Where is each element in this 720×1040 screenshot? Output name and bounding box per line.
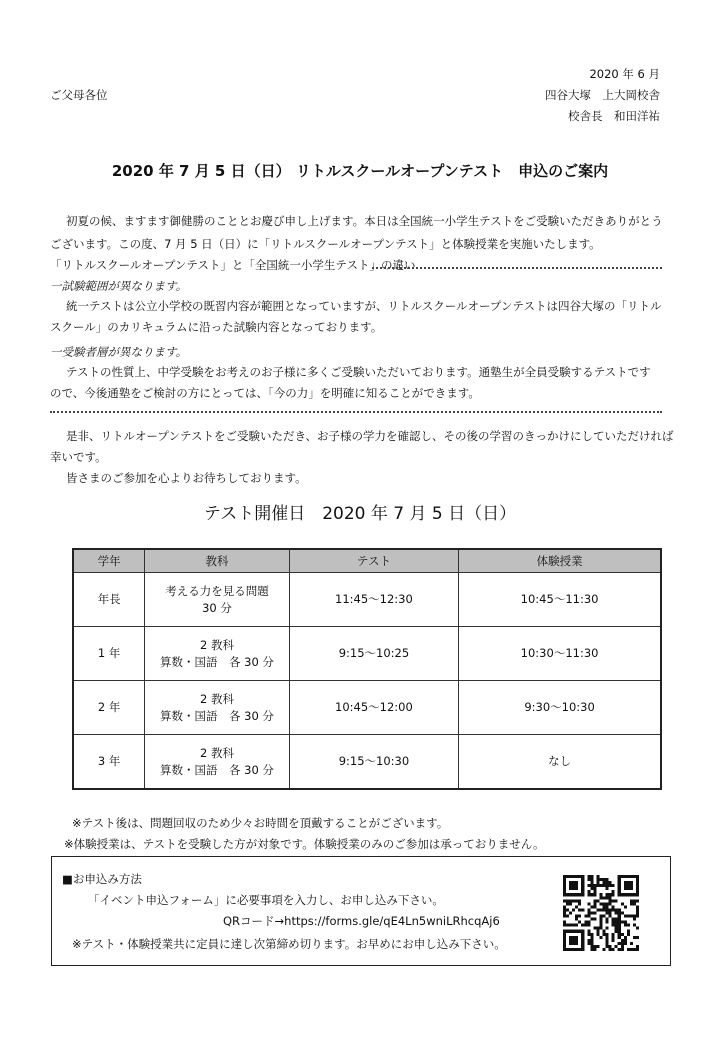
apply-line-1: 「イベント申込フォーム」に必要事項を入力し、お申し込み下さい。 — [88, 893, 444, 907]
note-2: ※体験授業は、テストを受験した方が対象です。体験授業のみのご参加は承っておりません。 — [64, 837, 545, 851]
trial-time-cell: 9:30〜10:30 — [459, 681, 661, 735]
diff-point-2-line-2: ので、今後通塾をご検討の方にとっては、「今の力」を明確に知ることができます。 — [50, 386, 480, 400]
trial-time-cell: 10:45〜11:30 — [459, 573, 661, 627]
subject-cell — [145, 681, 289, 735]
recipient: ご父母各位 — [50, 88, 108, 102]
subject-cell — [145, 627, 289, 681]
subject-line-1: 考える力を見る問題 — [165, 583, 269, 598]
schedule-table — [72, 548, 662, 790]
subject-line-1: 2 教科 — [199, 691, 234, 706]
closing-line-1: 是非、リトルオープンテストをご受験いただき、お子様の学力を確認し、その後の学習のきっかけにしていただければ — [66, 429, 674, 443]
school-name: 四谷大塚 上大岡校舎 — [545, 88, 660, 102]
grade-cell: 2 年 — [73, 681, 145, 735]
closing-line-2: 幸いです。 — [50, 450, 107, 464]
test-time-cell: 9:15〜10:30 — [289, 735, 458, 790]
grade-cell: 年長 — [73, 573, 145, 627]
intro-line-1: 初夏の候、ますます御健勝のこととお慶び申し上げます。本日は全国統一小学生テストをご受験いただきありがとう — [66, 214, 663, 228]
subject-line-2: 算数・国語 各 30 分 — [159, 654, 274, 669]
table-header-row — [73, 549, 661, 573]
grade-cell: 1 年 — [73, 627, 145, 681]
subject-cell — [145, 735, 289, 790]
principal-name: 校舎長 和田洋祐 — [568, 109, 660, 123]
header-grade: 学年 — [73, 549, 145, 573]
diff-heading: 「リトルスクールオープンテスト」と「全国統一小学生テスト」の違い — [50, 258, 416, 272]
subject-cell — [145, 573, 289, 627]
header-test: テスト — [289, 549, 458, 573]
document-title: 2020 年 7 月 5 日（日） リトルスクールオープンテスト 申込のご案内 — [111, 162, 609, 180]
document-date: 2020 年 6 月 — [589, 67, 660, 81]
table-row — [73, 735, 661, 790]
subject-line-1: 2 教科 — [199, 745, 234, 760]
apply-line-3: ※テスト・体験授業共に定員に達し次第締め切ります。お早めにお申し込み下さい。 — [72, 937, 506, 951]
grade-cell: 3 年 — [73, 735, 145, 790]
diff-point-1: 一試験範囲が異なります。 — [50, 279, 188, 293]
test-time-cell: 11:45〜12:30 — [289, 573, 458, 627]
note-1: ※テスト後は、問題回収のため少々お時間を頂戴することがございます。 — [72, 816, 449, 830]
subject-line-2: 算数・国語 各 30 分 — [159, 708, 274, 723]
trial-time-cell: なし — [459, 735, 661, 790]
diff-point-1-line-1: 統一テストは公立小学校の既習内容が範囲となっていますが、リトルスクールオープンテストは四谷大塚の「リトル — [66, 299, 662, 313]
apply-url-line[interactable]: QRコード→https://forms.gle/qE4Ln5wniLRhcqAj6 — [223, 914, 500, 928]
schedule-title: テスト開催日 2020 年 7 月 5 日（日） — [203, 504, 517, 524]
intro-line-2: ございます。この度、7 月 5 日（日）に「リトルスクールオープンテスト」と体験授業を実施いたします。 — [50, 237, 601, 251]
diff-point-2-line-1: テストの性質上、中学受験をお考えのお子様に多くご受験いただいております。通塾生が全員受験するテストです — [66, 365, 651, 379]
table-row — [73, 681, 661, 735]
diff-point-1-line-2: スクール」のカリキュラムに沿った試験内容となっております。 — [50, 320, 383, 334]
subject-line-2: 30 分 — [202, 600, 232, 615]
subject-line-2: 算数・国語 各 30 分 — [159, 762, 274, 777]
diff-point-2: 一受験者層が異なります。 — [50, 345, 188, 359]
table-row — [73, 573, 661, 627]
header-trial: 体験授業 — [459, 549, 661, 573]
table-row — [73, 627, 661, 681]
closing-line-3: 皆さまのご参加を心よりお待ちしております。 — [66, 471, 307, 485]
test-time-cell: 10:45〜12:00 — [289, 681, 458, 735]
apply-heading: ■お申込み方法 — [62, 872, 142, 886]
qr-code-icon[interactable] — [563, 875, 639, 951]
dotted-divider — [372, 267, 662, 269]
dotted-divider — [50, 411, 662, 413]
header-subject: 教科 — [145, 549, 289, 573]
subject-line-1: 2 教科 — [199, 637, 234, 652]
trial-time-cell: 10:30〜11:30 — [459, 627, 661, 681]
test-time-cell: 9:15〜10:25 — [289, 627, 458, 681]
